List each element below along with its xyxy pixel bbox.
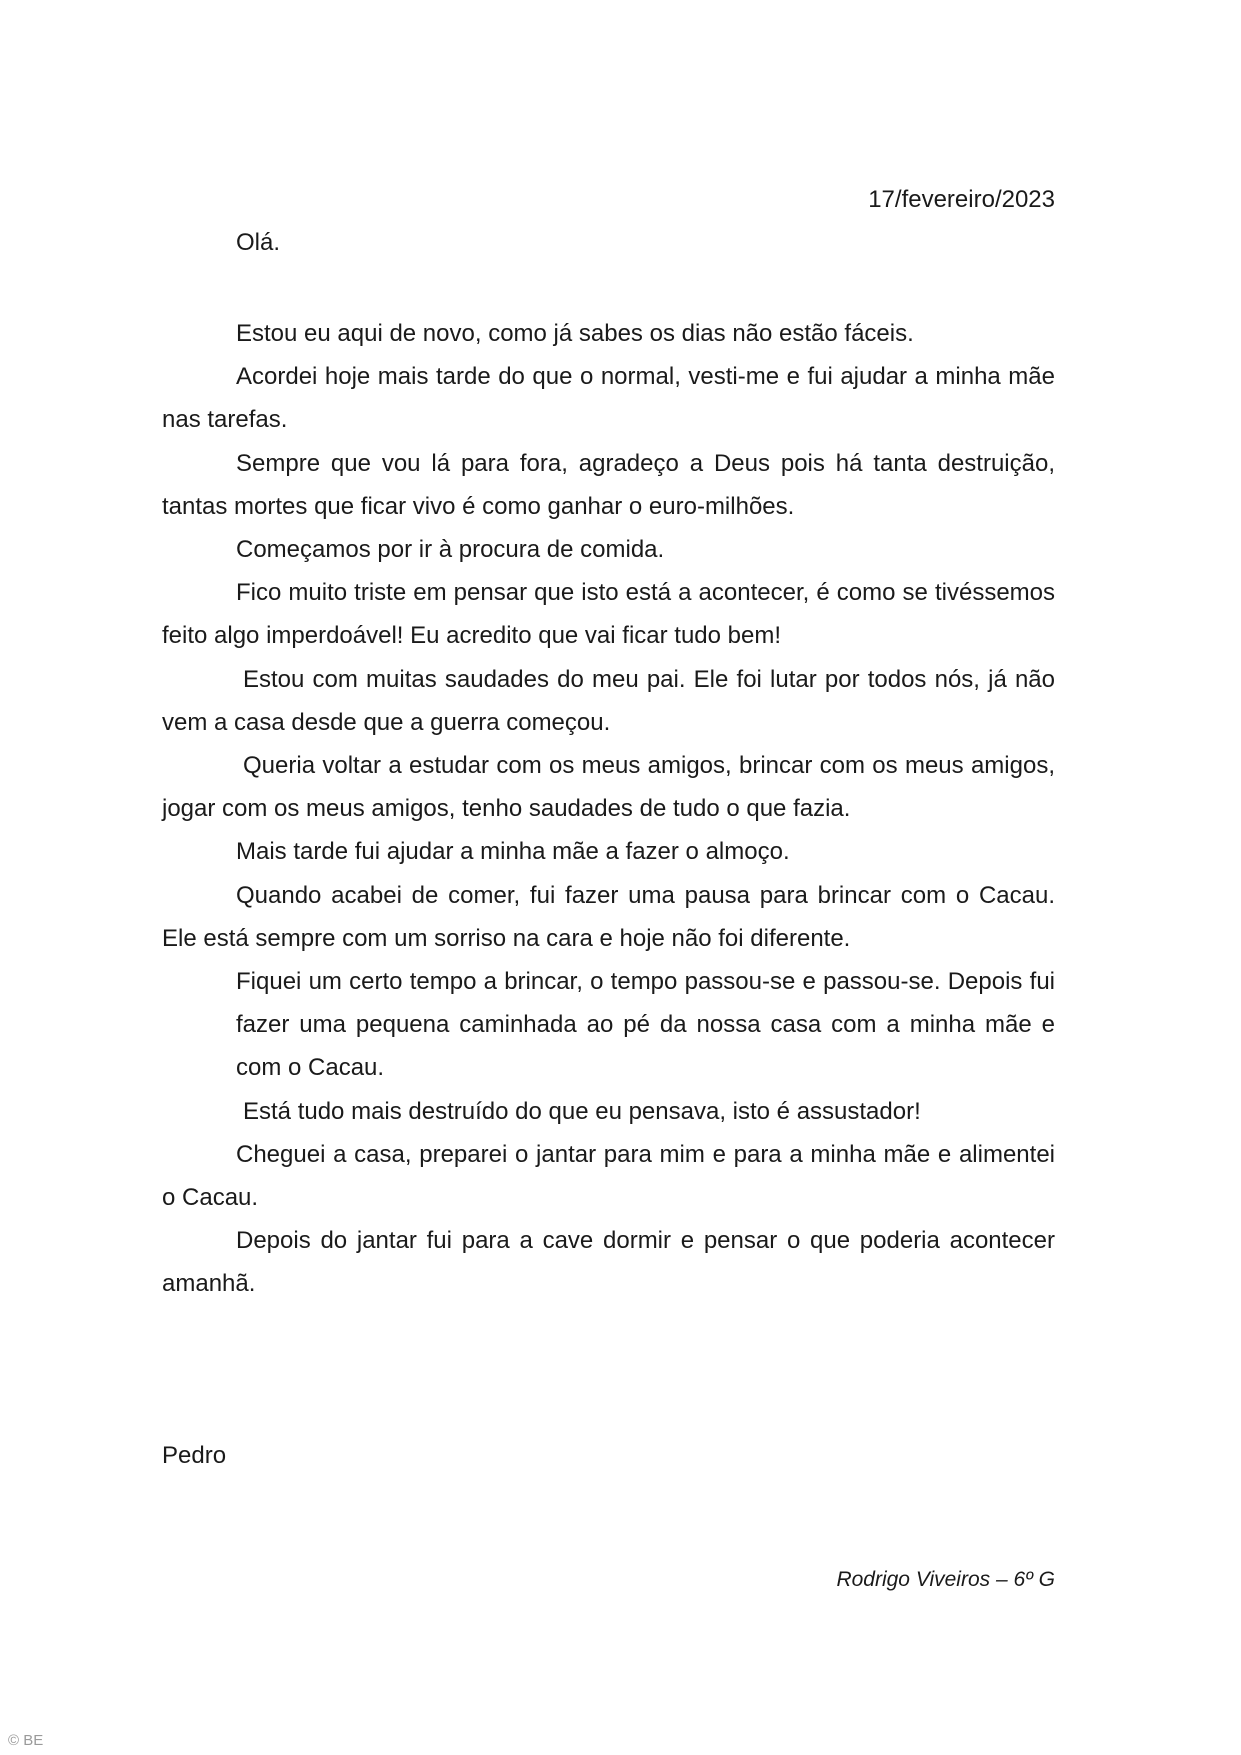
letter-paragraph: Depois do jantar fui para a cave dormir e pensar o que poderia acontecer amanhã. bbox=[162, 1227, 1055, 1298]
watermark: © BE bbox=[8, 1732, 44, 1749]
letter-paragraph: Estou com muitas saudades do meu pai. Ele foi lutar por todos nós, já não vem a casa desde que a guerra começou. bbox=[162, 665, 1055, 736]
letter-paragraph: Fiquei um certo tempo a brincar, o tempo passou-se e passou-se. Depois fui fazer uma pequena caminhada ao pé da nossa casa com a minha mãe e com o Cacau. bbox=[236, 968, 1055, 1082]
letter-paragraph: Fico muito triste em pensar que isto está a acontecer, é como se tivéssemos feito algo imperdoável! Eu acredito que vai ficar tudo bem! bbox=[162, 579, 1055, 650]
letter-paragraph: Quando acabei de comer, fui fazer uma pausa para brincar com o Cacau. Ele está sempre com um sorriso na cara e hoje não foi diferente. bbox=[162, 881, 1055, 952]
author-credit: Rodrigo Viveiros – 6º G bbox=[836, 1568, 1055, 1591]
letter-date: 17/fevereiro/2023 bbox=[868, 186, 1055, 213]
letter-greeting: Olá. bbox=[236, 229, 281, 256]
letter-paragraph: Cheguei a casa, preparei o jantar para mim e para a minha mãe e alimentei o Cacau. bbox=[162, 1140, 1055, 1212]
letter-paragraph: Começamos por ir à procura de comida. bbox=[236, 536, 665, 564]
letter-paragraph: Sempre que vou lá para fora, agradeço a Deus pois há tanta destruição, tantas mortes que ficar vivo é como ganhar o euro-milhões. bbox=[162, 449, 1055, 520]
letter-paragraph: Queria voltar a estudar com os meus amigos, brincar com os meus amigos, jogar com os meus amigos, tenho saudades de tudo o que fazia. bbox=[162, 752, 1055, 823]
letter-paragraph: Estou eu aqui de novo, como já sabes os dias não estão fáceis. bbox=[236, 320, 914, 347]
letter-paragraph: Acordei hoje mais tarde do que o normal, vesti-me e fui ajudar a minha mãe nas tarefas. bbox=[162, 363, 1055, 434]
letter-paragraph: Está tudo mais destruído do que eu pensava, isto é assustador! bbox=[243, 1097, 921, 1125]
letter-signature: Pedro bbox=[162, 1442, 227, 1469]
letter-body bbox=[162, 312, 1055, 1306]
letter-paragraph: Mais tarde fui ajudar a minha mãe a fazer o almoço. bbox=[236, 838, 790, 866]
